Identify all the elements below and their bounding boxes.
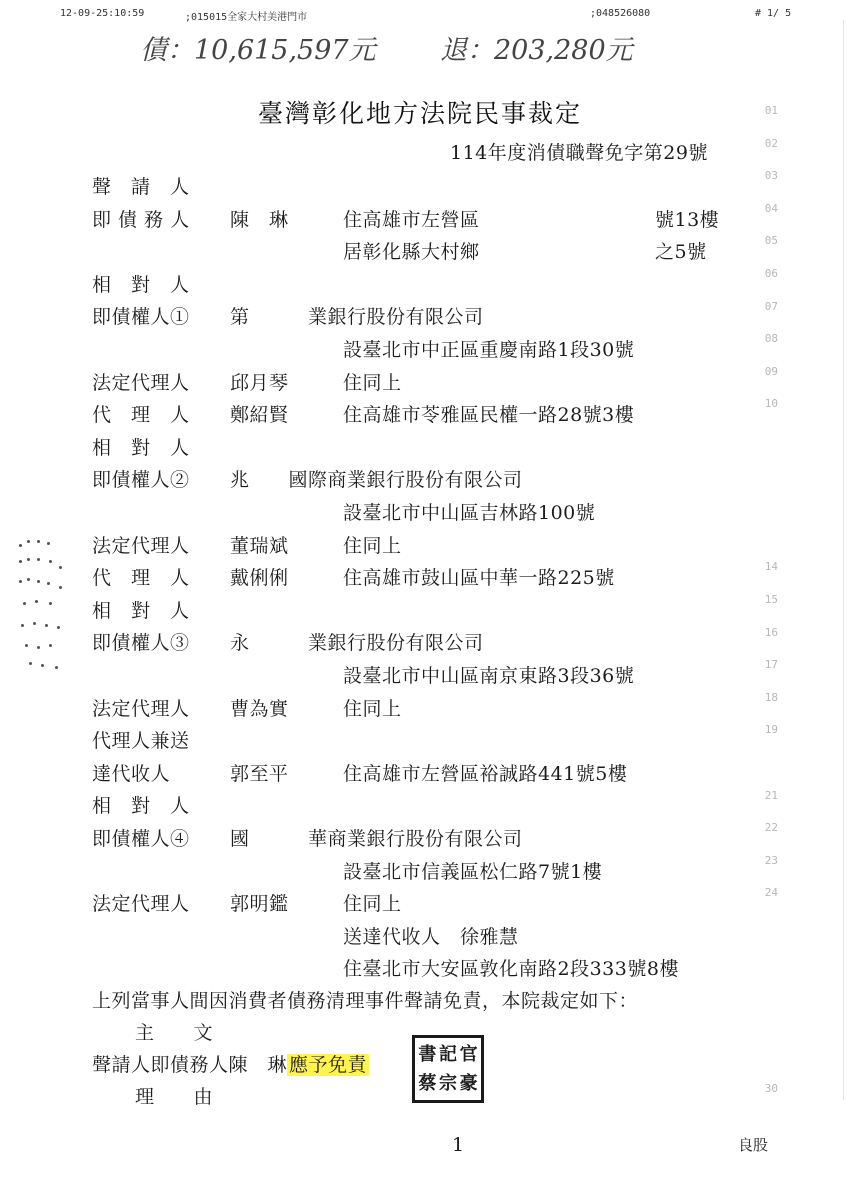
ruling-prefix: 聲請人即債務人陳 琳 — [92, 1054, 288, 1076]
line-number: 09 — [764, 364, 778, 378]
party-address: 送達代收人 徐雅慧 — [343, 926, 519, 948]
party-role: 法定代理人 — [92, 372, 190, 394]
hole-dot — [19, 580, 22, 583]
party-role: 達代收人 — [92, 763, 171, 785]
party-address: 住高雄市左營區裕誠路441號5樓 — [343, 763, 628, 785]
line-number: 22 — [764, 821, 778, 835]
line-number: 18 — [764, 690, 778, 704]
line-number: 24 — [764, 886, 778, 900]
hole-dot — [41, 664, 44, 667]
seal-char: 書 — [418, 1043, 437, 1065]
party-address: 居彰化縣大村鄉 之5號 — [343, 241, 707, 263]
line-number: 08 — [764, 332, 778, 346]
party-address: 住同上 — [343, 893, 402, 915]
hole-dot — [47, 542, 50, 545]
handwritten-refund: 退：203,280元 — [440, 35, 633, 66]
line-number: 04 — [764, 201, 778, 215]
hole-dot — [19, 560, 22, 563]
fax-page: # 1/ 5 — [755, 8, 792, 19]
hole-dot — [27, 558, 30, 561]
party-role: 即債權人③ — [92, 632, 190, 654]
line-number: 02 — [764, 136, 778, 150]
clerk-seal-stamp — [412, 1035, 484, 1103]
party-role: 代理人兼送 — [92, 730, 190, 752]
hole-dot — [25, 644, 28, 647]
party-role: 即 債 務 人 — [92, 209, 190, 231]
ruling-intro: 上列當事人間因消費者債務清理事件聲請免責，本院裁定如下： — [92, 990, 639, 1012]
hole-dot — [59, 586, 62, 589]
hole-dot — [29, 662, 32, 665]
party-address: 住同上 — [343, 372, 402, 394]
hole-dot — [23, 602, 26, 605]
hole-dot — [37, 558, 40, 561]
hole-dot — [35, 600, 38, 603]
line-number: 10 — [764, 397, 778, 411]
party-address: 住高雄市苓雅區民權一路28號3樓 — [343, 404, 635, 426]
hole-dot — [21, 624, 24, 627]
line-number: 16 — [764, 625, 778, 639]
line-number: 03 — [764, 169, 778, 183]
party-role: 法定代理人 — [92, 535, 190, 557]
seal-char: 豪 — [459, 1072, 478, 1094]
party-name: 董瑞斌 — [230, 535, 289, 557]
seal-char: 記 — [438, 1043, 457, 1065]
party-name: 曹為實 — [230, 698, 289, 720]
seal-char: 宗 — [438, 1072, 457, 1094]
line-number: 07 — [764, 299, 778, 313]
main-heading: 主 文 — [135, 1022, 214, 1044]
party-address: 設臺北市中正區重慶南路1段30號 — [343, 339, 635, 361]
party-role: 相 對 人 — [92, 274, 190, 296]
party-address: 設臺北市中山區南京東路3段36號 — [343, 665, 635, 687]
party-address: 設臺北市信義區松仁路7號1樓 — [343, 861, 603, 883]
hole-dot — [59, 566, 62, 569]
party-address: 設臺北市中山區吉林路100號 — [343, 502, 596, 524]
party-role: 即債權人① — [92, 306, 190, 328]
hole-dot — [47, 582, 50, 585]
line-number: 01 — [764, 104, 778, 117]
hole-dot — [37, 540, 40, 543]
ruling-text — [92, 1050, 369, 1077]
line-number: 17 — [764, 658, 778, 672]
case-number: 114年度消債職聲免字第29號 — [450, 142, 708, 164]
party-name: 永 業銀行股份有限公司 — [230, 632, 484, 654]
party-name: 陳 琳 — [230, 209, 289, 231]
hole-dot — [45, 624, 48, 627]
line-number: 05 — [764, 234, 778, 248]
party-name: 國 華商業銀行股份有限公司 — [230, 828, 523, 850]
fax-number: ;048526080 — [590, 8, 651, 19]
party-name: 郭至平 — [230, 763, 289, 785]
party-address: 住同上 — [343, 535, 402, 557]
line-number: 19 — [764, 723, 778, 737]
line-number: 23 — [764, 853, 778, 867]
hole-dot — [49, 602, 52, 605]
party-name: 兆 國際商業銀行股份有限公司 — [230, 469, 523, 491]
line-number: 14 — [764, 560, 778, 574]
party-name: 邱月琴 — [230, 372, 289, 394]
party-role: 相 對 人 — [92, 795, 190, 817]
footer-division: 良股 — [738, 1136, 769, 1154]
party-name: 第 業銀行股份有限公司 — [230, 306, 484, 328]
party-address: 住同上 — [343, 698, 402, 720]
page-number: 1 — [452, 1134, 465, 1156]
hole-dot — [27, 540, 30, 543]
hole-dot — [49, 644, 52, 647]
hole-dot — [19, 544, 22, 547]
line-number: 15 — [764, 593, 778, 606]
party-address: 住高雄市左營區 號13樓 — [343, 209, 720, 231]
party-name: 戴俐俐 — [230, 567, 289, 589]
document-title: 臺灣彰化地方法院民事裁定 — [258, 99, 583, 128]
handwritten-debt: 債：10,615,597元 — [140, 35, 376, 66]
party-role: 即債權人④ — [92, 828, 190, 850]
hole-dot — [55, 666, 58, 669]
fax-timestamp: 12-09-25:10:59 — [60, 8, 145, 19]
party-role: 代 理 人 — [92, 404, 190, 426]
party-name: 鄭紹賢 — [230, 404, 289, 426]
hole-dot — [33, 622, 36, 625]
ruling-highlight: 應予免責 — [289, 1054, 368, 1076]
party-role: 法定代理人 — [92, 698, 190, 720]
party-role: 聲 請 人 — [92, 176, 190, 198]
party-role: 相 對 人 — [92, 437, 190, 459]
line-number: 30 — [764, 1082, 778, 1095]
seal-char: 官 — [459, 1043, 478, 1065]
hole-dot — [37, 580, 40, 583]
party-name: 郭明鑑 — [230, 893, 289, 915]
hole-dot — [27, 578, 30, 581]
hole-dot — [49, 560, 52, 563]
party-role: 相 對 人 — [92, 600, 190, 622]
scan-edge-line — [839, 20, 844, 1100]
line-number: 21 — [764, 788, 778, 802]
reason-heading: 理 由 — [135, 1086, 214, 1108]
hole-dot — [37, 646, 40, 649]
party-role: 即債權人② — [92, 469, 190, 491]
seal-char: 蔡 — [418, 1072, 437, 1094]
fax-sender: ;015015全家大村美港門市 — [185, 12, 308, 23]
party-role: 法定代理人 — [92, 893, 190, 915]
line-number: 06 — [764, 267, 778, 280]
binding-hole-dots — [15, 536, 75, 676]
party-address: 住臺北市大安區敦化南路2段333號8樓 — [343, 958, 679, 980]
party-role: 代 理 人 — [92, 567, 190, 589]
party-address: 住高雄市鼓山區中華一路225號 — [343, 567, 615, 589]
hole-dot — [57, 626, 60, 629]
